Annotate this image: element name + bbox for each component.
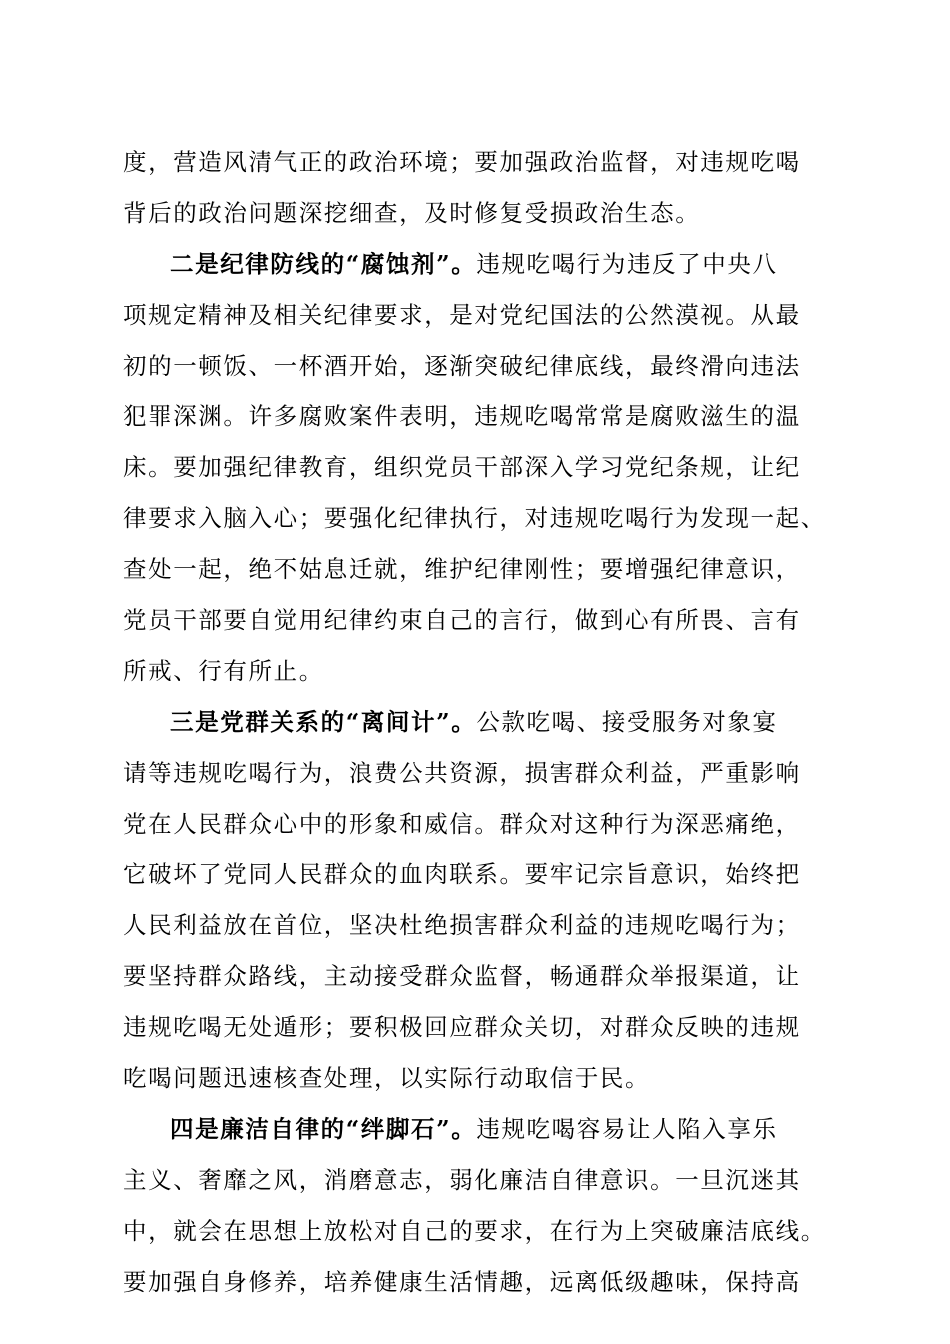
text-line: 人民利益放在首位，坚决杜绝损害群众利益的违规吃喝行为； xyxy=(123,911,801,940)
text-line: 要坚持群众路线，主动接受群众监督，畅通群众举报渠道，让 xyxy=(123,962,801,991)
paragraph-heading: 三是党群关系的“离间计”。 xyxy=(170,707,477,736)
paragraph-first-line xyxy=(123,239,828,290)
document-body xyxy=(123,137,828,1307)
paragraph-first-line xyxy=(123,1104,828,1155)
text-line: 项规定精神及相关纪律要求，是对党纪国法的公然漠视。从最 xyxy=(123,300,801,329)
paragraph-heading: 四是廉洁自律的“绊脚石”。 xyxy=(170,1114,477,1143)
text-line: 吃喝问题迅速核查处理，以实际行动取信于民。 xyxy=(123,1064,651,1093)
text-line: 床。要加强纪律教育，组织党员干部深入学习党纪条规，让纪 xyxy=(123,453,801,482)
text-line: 中，就会在思想上放松对自己的要求，在行为上突破廉洁底线。 xyxy=(123,1216,826,1245)
text-line: 它破坏了党同人民群众的血肉联系。要牢记宗旨意识，始终把 xyxy=(123,860,801,889)
text-line: 党在人民群众心中的形象和威信。群众对这种行为深恶痛绝， xyxy=(123,809,801,838)
paragraph-first-line xyxy=(123,697,828,748)
text-line: 犯罪深渊。许多腐败案件表明，违规吃喝常常是腐败滋生的温 xyxy=(123,402,801,431)
text-line: 请等违规吃喝行为，浪费公共资源，损害群众利益，严重影响 xyxy=(123,758,801,787)
text-line: 要加强自身修养，培养健康生活情趣，远离低级趣味，保持高 xyxy=(123,1267,801,1296)
text-line: 所戒、行有所止。 xyxy=(123,656,324,685)
text-line: 违规吃喝无处遁形；要积极回应群众关切，对群众反映的违规 xyxy=(123,1013,801,1042)
paragraph-heading: 二是纪律防线的“腐蚀剂”。 xyxy=(170,249,477,278)
text-line: 初的一顿饭、一杯酒开始，逐渐突破纪律底线，最终滑向违法 xyxy=(123,351,801,380)
text-line: 查处一起，绝不姑息迁就，维护纪律刚性；要增强纪律意识， xyxy=(123,555,801,584)
text-line: 党员干部要自觉用纪律约束自己的言行，做到心有所畏、言有 xyxy=(123,606,801,635)
text-run: 公款吃喝、接受服务对象宴 xyxy=(476,707,778,736)
text-run: 违规吃喝行为违反了中央八 xyxy=(476,249,778,278)
text-line: 背后的政治问题深挖细查，及时修复受损政治生态。 xyxy=(123,198,701,227)
text-run: 违规吃喝容易让人陷入享乐 xyxy=(476,1114,778,1143)
text-line: 主义、奢靡之风，消磨意志，弱化廉洁自律意识。一旦沉迷其 xyxy=(123,1165,801,1194)
text-line: 度，营造风清气正的政治环境；要加强政治监督，对违规吃喝 xyxy=(123,148,801,176)
text-line: 律要求入脑入心；要强化纪律执行，对违规吃喝行为发现一起、 xyxy=(123,504,826,533)
